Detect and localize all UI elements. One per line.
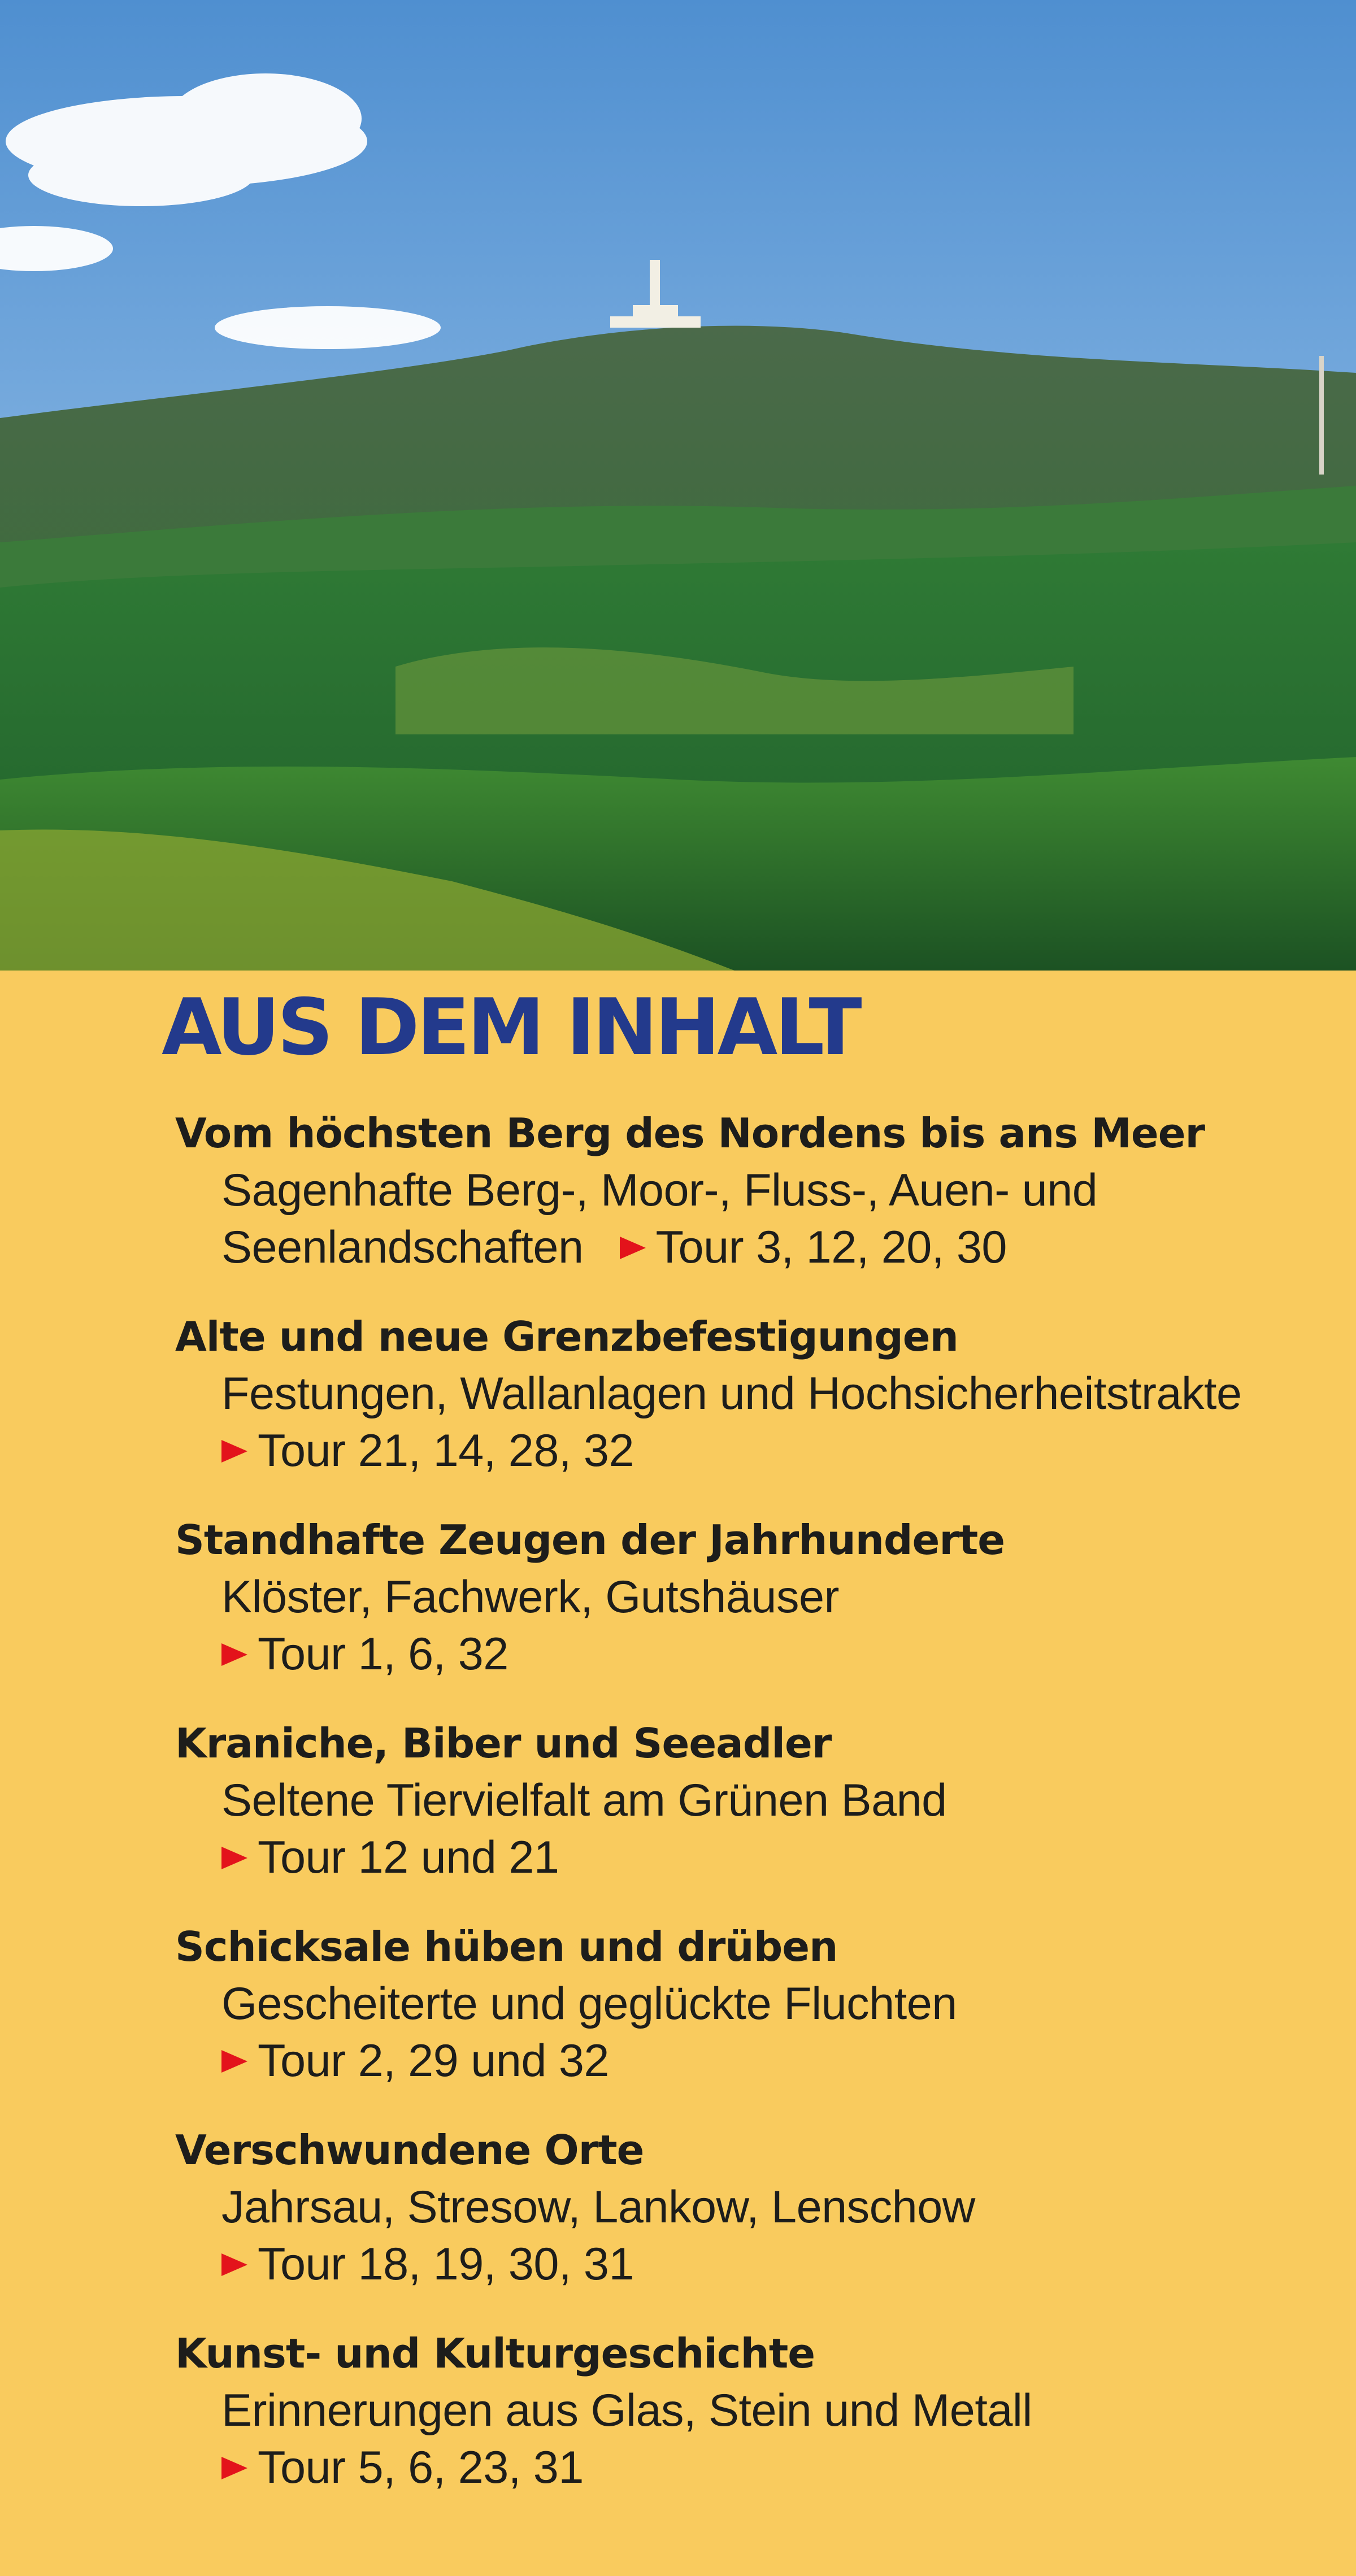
tour-reference xyxy=(175,1626,1339,1683)
section-item xyxy=(175,1918,1339,2122)
section-list xyxy=(175,1105,1339,2529)
section-description: Jahrsau, Stresow, Lankow, Lenschow xyxy=(221,2182,975,2233)
tour-list: Tour 1, 6, 32 xyxy=(258,1629,508,1679)
section-item xyxy=(175,2122,1339,2325)
tour-list: Tour 12 und 21 xyxy=(258,1832,559,1883)
section-item xyxy=(175,2325,1339,2529)
arrow-icon xyxy=(221,2253,247,2276)
table-of-contents xyxy=(0,971,1356,2576)
tour-reference xyxy=(175,1422,1339,1480)
section-description: Sagenhafte Berg-, Moor-, Fluss-, Auen- und xyxy=(221,1165,1098,1216)
section-heading: Kraniche, Biber und Seeadler xyxy=(175,1720,832,1767)
arrow-icon xyxy=(221,1643,247,1666)
section-description-text: Seenlandschaften xyxy=(221,1222,584,1273)
tour-reference xyxy=(175,2033,1339,2090)
section-description-continued xyxy=(175,1219,1339,1276)
section-item xyxy=(175,1715,1339,1918)
section-item xyxy=(175,1105,1339,1308)
section-item xyxy=(175,1512,1339,1715)
section-description: Klöster, Fachwerk, Gutshäuser xyxy=(221,1572,839,1622)
section-heading: Alte und neue Grenzbefestigungen xyxy=(175,1313,958,1360)
arrow-icon xyxy=(221,2050,247,2073)
arrow-icon xyxy=(221,1440,247,1463)
tour-list: Tour 3, 12, 20, 30 xyxy=(655,1222,1007,1273)
section-description: Erinnerungen aus Glas, Stein und Metall xyxy=(221,2385,1032,2436)
section-heading: Schicksale hüben und drüben xyxy=(175,1923,838,1970)
arrow-icon xyxy=(221,1847,247,1869)
tour-list: Tour 2, 29 und 32 xyxy=(258,2035,609,2086)
tour-reference xyxy=(175,1829,1339,1886)
section-description: Gescheiterte und geglückte Fluchten xyxy=(221,1978,957,2029)
section-heading: Verschwundene Orte xyxy=(175,2126,644,2174)
tour-reference xyxy=(175,2236,1339,2293)
section-heading: Vom höchsten Berg des Nordens bis ans Meer xyxy=(175,1109,1205,1157)
section-heading: Kunst- und Kulturgeschichte xyxy=(175,2330,815,2377)
tour-list: Tour 21, 14, 28, 32 xyxy=(258,1425,634,1476)
hero-photo xyxy=(0,0,1356,971)
section-description: Festungen, Wallanlagen und Hochsicherheitstrakte xyxy=(221,1368,1242,1419)
page-title: AUS DEM INHALT xyxy=(162,982,859,1073)
tour-list: Tour 18, 19, 30, 31 xyxy=(258,2239,634,2290)
tour-reference xyxy=(175,2439,1339,2496)
arrow-icon xyxy=(620,1237,646,1259)
tour-reference xyxy=(620,1222,1007,1273)
arrow-icon xyxy=(221,2457,247,2479)
section-description: Seltene Tiervielfalt am Grünen Band xyxy=(221,1775,947,1826)
section-item xyxy=(175,1308,1339,1512)
tour-list: Tour 5, 6, 23, 31 xyxy=(258,2442,584,2493)
section-heading: Standhafte Zeugen der Jahrhunderte xyxy=(175,1516,1005,1564)
